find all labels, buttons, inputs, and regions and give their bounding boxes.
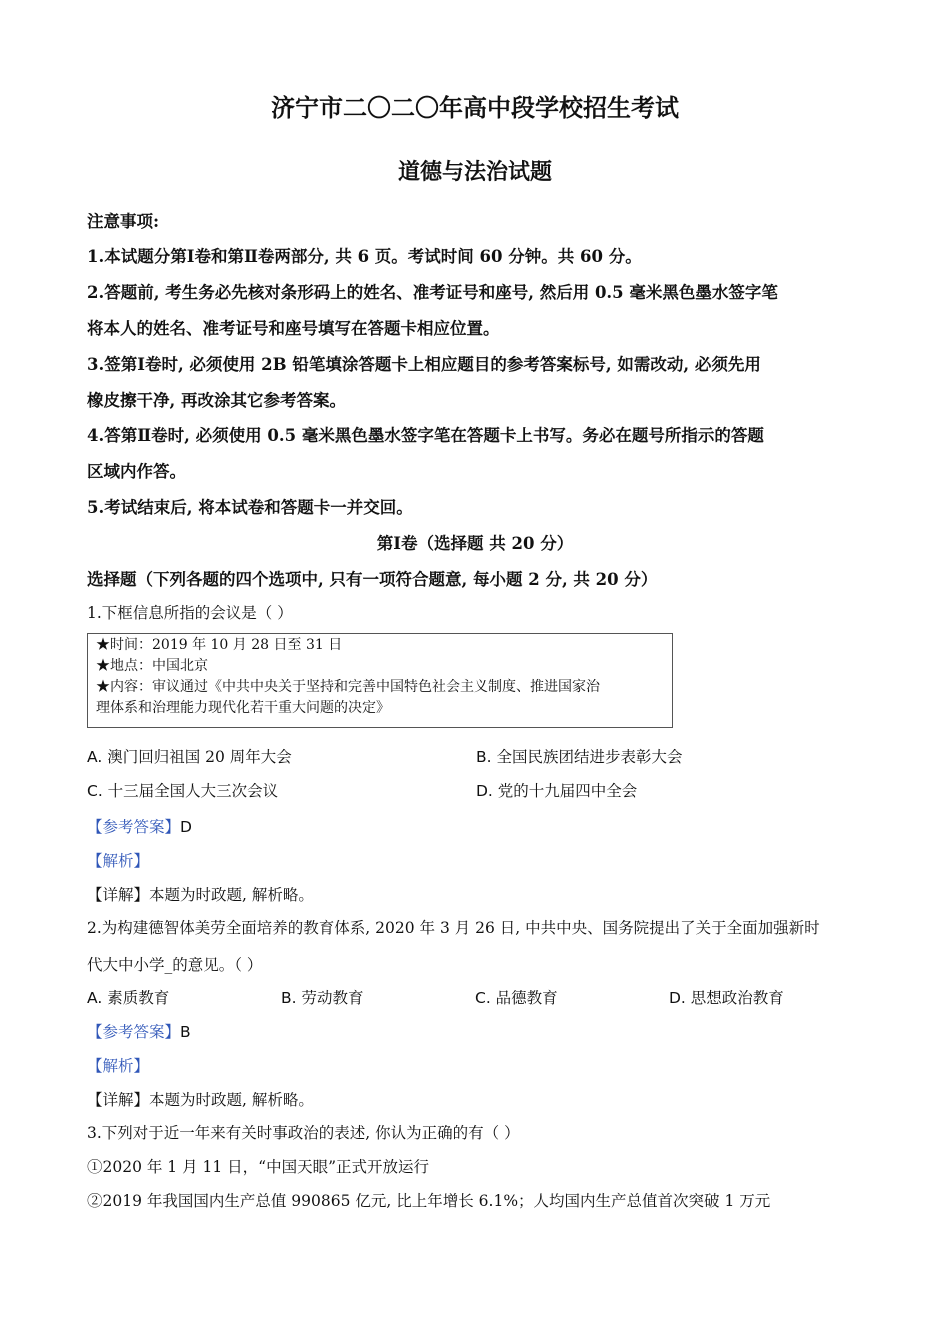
q1-option-d: D. 党的十九届四中全会 <box>476 782 638 800</box>
q1-option-c: C. 十三届全国人大三次会议 <box>87 782 279 800</box>
notice-line-4-cont: 区域内作答。 <box>87 462 186 481</box>
q1-box-line-4: 理体系和治理能力现代化若干重大问题的决定》 <box>96 700 390 716</box>
q2-stem-cont: 代大中小学_的意见。（ ） <box>87 956 263 974</box>
q3-item-2: ②2019 年我国国内生产总值 990865 亿元, 比上年增长 6.1%；人均国内生产总值首次突破 1 万元 <box>87 1192 771 1210</box>
q1-info-box <box>87 633 673 728</box>
q2-option-c: C. 品德教育 <box>475 989 558 1007</box>
q2-option-a: A. 素质教育 <box>87 989 170 1007</box>
q2-option-b: B. 劳动教育 <box>281 989 364 1007</box>
q2-stem: 2.为构建德智体美劳全面培养的教育体系, 2020 年 3 月 26 日, 中共中央、国务院提出了关于全面加强新时 <box>87 919 820 937</box>
q3-item-1: ①2020 年 1 月 11 日，“中国天眼”正式开放运行 <box>87 1158 430 1176</box>
q1-option-a: A. 澳门回归祖国 20 周年大会 <box>87 748 292 766</box>
notice-line-2: 2.答题前, 考生务必先核对条形码上的姓名、准考证号和座号, 然后用 0.5 毫米黑色墨水签字笔 <box>87 283 778 302</box>
exam-title: 济宁市二〇二〇年高中段学校招生考试 <box>271 94 679 122</box>
q1-option-b: B. 全国民族团结进步表彰大会 <box>476 748 683 766</box>
q1-box-line-2: ★地点：中国北京 <box>96 658 208 674</box>
q2-answer: 【参考答案】B <box>87 1023 191 1041</box>
q2-option-d: D. 思想政治教育 <box>669 989 784 1007</box>
q2-detail: 【详解】本题为时政题, 解析略。 <box>87 1091 314 1109</box>
q3-stem: 3.下列对于近一年来有关时事政治的表述, 你认为正确的有（ ） <box>87 1124 520 1142</box>
notice-line-2-cont: 将本人的姓名、准考证号和座号填写在答题卡相应位置。 <box>87 319 500 338</box>
notice-line-1: 1.本试题分第Ⅰ卷和第Ⅱ卷两部分, 共 6 页。考试时间 60 分钟。共 60 分。 <box>87 247 642 266</box>
notice-line-3: 3.签第Ⅰ卷时, 必须使用 2B 铅笔填涂答题卡上相应题目的参考答案标号, 如需改动, 必须先用 <box>87 355 761 374</box>
notice-heading: 注意事项: <box>87 212 160 231</box>
notice-line-3-cont: 橡皮擦干净, 再改涂其它参考答案。 <box>87 391 346 410</box>
q2-analysis-label: 【解析】 <box>87 1057 150 1075</box>
notice-line-4: 4.答第Ⅱ卷时, 必须使用 0.5 毫米黑色墨水签字笔在答题卡上书写。务必在题号所指示的答题 <box>87 426 764 445</box>
q1-box-line-1: ★时间：2019 年 10 月 28 日至 31 日 <box>96 637 343 653</box>
section-instruction: 选择题（下列各题的四个选项中, 只有一项符合题意, 每小题 2 分, 共 20 分） <box>87 570 658 589</box>
exam-subtitle: 道德与法治试题 <box>397 160 552 185</box>
q1-box-line-3: ★内容：审议通过《中共中央关于坚持和完善中国特色社会主义制度、推进国家治 <box>96 679 600 695</box>
section-title: 第Ⅰ卷（选择题 共 20 分） <box>376 534 574 553</box>
q1-stem: 1.下框信息所指的会议是（ ） <box>87 604 293 622</box>
q1-detail: 【详解】本题为时政题, 解析略。 <box>87 886 314 904</box>
q1-answer: 【参考答案】D <box>87 818 192 836</box>
notice-line-5: 5.考试结束后, 将本试卷和答题卡一并交回。 <box>87 498 413 517</box>
q1-analysis-label: 【解析】 <box>87 852 150 870</box>
